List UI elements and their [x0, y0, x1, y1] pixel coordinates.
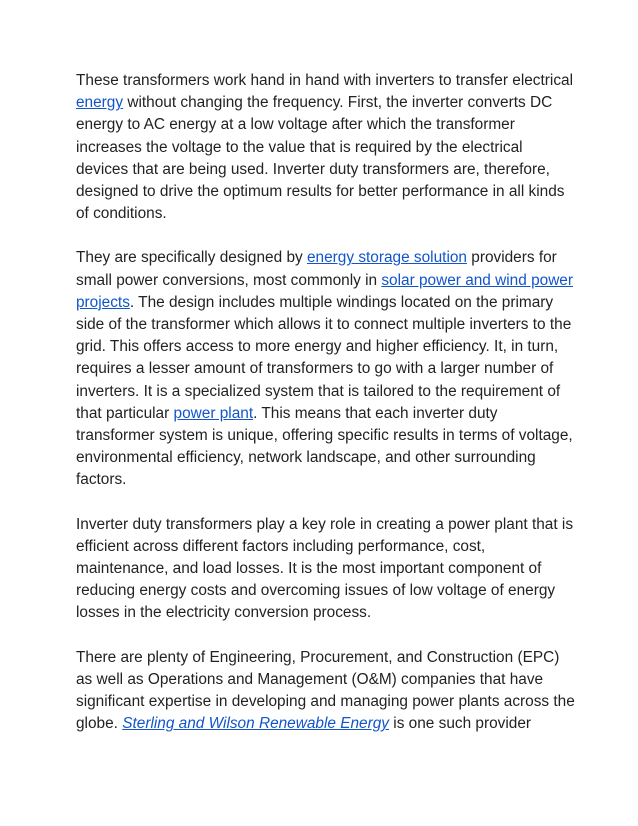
text-segment: . This means that each inverter duty transformer system is unique, offering specific results in terms of voltage, environmental efficiency, network landscape, and other surrounding factors.	[76, 404, 573, 489]
link-energy[interactable]: energy	[76, 94, 124, 112]
text-segment: They are specifically designed by	[76, 249, 307, 267]
text-segment: These transformers work hand in hand with inverters to transfer electrical	[76, 72, 573, 89]
text-segment: without changing the frequency. First, the inverter converts DC energy to AC energy at a low voltage after which the transformer increases the voltage to the value that is required by the electrical devices that are being used. Inverter duty transformers are, therefore, designed to drive the optimum results for better performance in all kinds of conditions.	[76, 94, 565, 223]
text-segment: Inverter duty transformers play a key role in creating a power plant that is efficient across different factors including performance, cost, maintenance, and load losses. It is the most important component of reducing energy costs and overcoming issues of low voltage of energy losses in the electricity conversion process.	[76, 515, 574, 622]
paragraph-4	[76, 647, 576, 736]
paragraph-1	[76, 70, 576, 225]
text-segment: is one such provider	[389, 715, 532, 733]
link-energy-storage-solution[interactable]: energy storage solution	[306, 249, 467, 267]
document-body	[76, 70, 576, 757]
paragraph-2	[76, 247, 576, 491]
link-power-plant[interactable]: power plant	[173, 404, 254, 422]
text-segment: . The design includes multiple windings located on the primary side of the transformer which allows it to connect multiple inverters to the grid. This offers access to more energy and higher efficiency. It, in turn, requires a lesser amount of transformers to go with a larger number of inverters. It is a specialized system that is tailored to the requirement of that particular	[76, 293, 572, 422]
link-solar-wind-projects[interactable]: solar power and wind power projects	[76, 271, 573, 311]
paragraph-3	[76, 514, 576, 625]
text-segment: providers for small power conversions, most commonly in	[76, 249, 557, 289]
text-segment: There are plenty of Engineering, Procurement, and Construction (EPC) as well as Operations and Management (O&M) companies that have significant expertise in developing and managing power plants across the globe.	[76, 648, 575, 733]
link-sterling-wilson[interactable]: Sterling and Wilson Renewable Energy	[122, 715, 389, 733]
